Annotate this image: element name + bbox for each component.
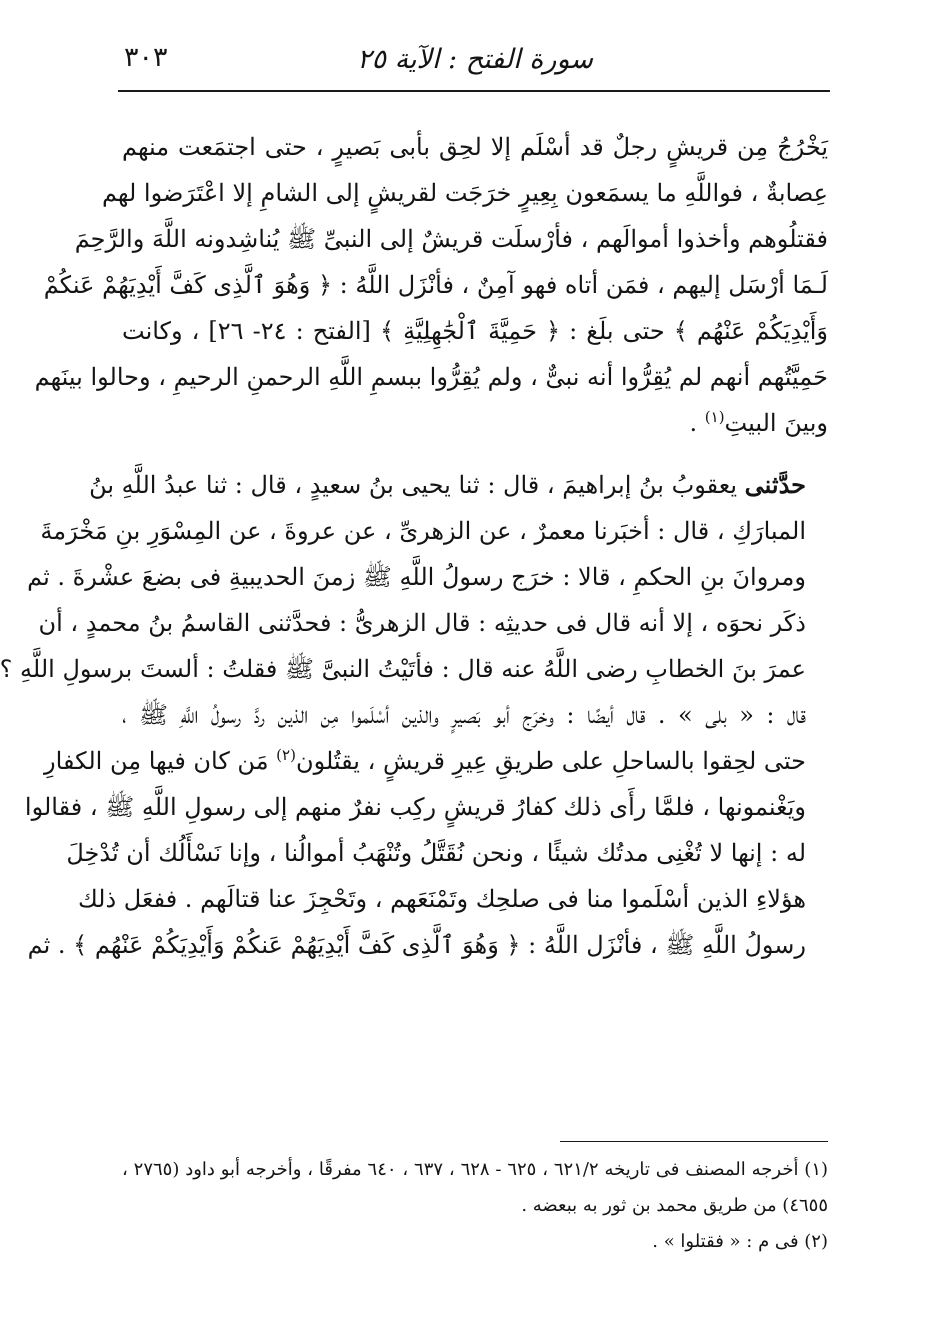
text-line: ذكَر نحوَه ، إلا أنه قال فى حديثِه : قال الزهرىُّ : فحدَّثنى القاسمُ بنُ محمدٍ ، أن [38, 609, 806, 637]
text-line: عمرَ بنَ الخطابِ رضى اللَّهُ عنه قال : فأتَيْتُ النبىَّ ﷺ فقلتُ : ألستَ برسولِ اللَّهِ ؟ [0, 655, 806, 683]
footnote-marker-1: (١) [704, 408, 725, 426]
page-header [120, 38, 830, 86]
text-line: حَمِيَّتُهم أنهم لم يُقِرُّوا أنه نبىٌّ ، ولم يُقِرُّوا ببسمِ اللَّهِ الرحمنِ الرحيمِ ، وحالوا بينَهم [34, 363, 828, 391]
running-head: سورة الفتح : الآية ٢٥ [356, 44, 594, 75]
text-fragment: مَن كان فيها مِن الكفارِ [44, 747, 277, 775]
footnote-line: (١) أخرجه المصنف فى تاريخه ٦٢١/٢ ، ٦٢٥ - ٦٢٨ ، ٦٣٧ ، ٦٤٠ مفرقًا ، وأخرجه أبو داود (٢٧٦٥ ، [122, 1159, 829, 1180]
text-line: له : إنها لا تُغْنِى مدتُك شيئًا ، ونحن نُقَتَّلُ وتُنْهَبُ أموالُنا ، وإنا نَسْأَلُك أن تُدْخِلَ [66, 839, 806, 867]
text-line: رسولُ اللَّهِ ﷺ ، فأنْزَل اللَّهُ : ﴿ وَهُوَ ٱلَّذِى كَفَّ أَيْدِيَهُمْ عَنكُمْ وَأَيْدِيَكُمْ عَنْهُم ﴾ . ثم [27, 931, 806, 959]
footnote-marker-2: (٢) [276, 746, 296, 764]
text-line [44, 738, 828, 784]
text-line: قال : « بلى » . قال أيضًا : وخرَج أبو بَصيرٍ والذين أسْلَموا مِن الذين ردَّ رسولُ اللَّهِ ﷺ ، [122, 701, 806, 729]
text-line: ومروانَ بنِ الحكمِ ، قالا : خرَج رسولُ اللَّهِ ﷺ زمنَ الحديبيةِ فى بضعَ عشْرةَ . ثم [27, 563, 806, 591]
text-fragment: يعقوبُ بنُ إبراهيمَ ، قال : ثنا يحيى بنُ سعيدٍ ، قال : ثنا عبدُ اللَّهِ بنُ [89, 471, 745, 499]
page-number: ٣٠٣ [124, 42, 168, 73]
text-fragment: . [689, 409, 705, 437]
text-line: فقتلُوهم وأخذوا أموالَهم ، فأرْسلَت قريشٌ إلى النبىِّ ﷺ يُناشِدونه اللَّهَ والرَّحِمَ [74, 225, 828, 253]
text-line: هؤلاءِ الذين أسْلَموا منا فى صلحِك وتَمْنَعَهم ، وتَحْجِزَ عنا قتالَهم . ففعَل ذلك [77, 885, 806, 913]
text-line: عِصابةٌ ، فواللَّهِ ما يسمَعون بِعِيرٍ خرَجَت لقريشٍ إلى الشامِ إلا اعْتَرَضوا لهم [101, 179, 828, 207]
main-text [0, 124, 828, 968]
text-line: وَأَيْدِيَكُمْ عَنْهُم ﴾ حتى بلَغ : ﴿ حَمِيَّةَ ٱلْجَٰهِلِيَّةِ ﴾ [الفتح : ٢٤- ٢٦] ، وكانت [122, 317, 828, 345]
text-line: لَـمَا أرْسَل إليهم ، فمَن أتاه فهو آمِنٌ ، فأنْزَل اللَّهُ : ﴿ وَهُوَ ٱلَّذِى كَفَّ أَيْدِيَهُمْ عَنكُمْ [43, 271, 828, 299]
text-line: المبارَكِ ، قال : أخبَرنا معمرٌ ، عن الزهرىِّ ، عن عروةَ ، عن المِسْوَرِ بنِ مَخْرَمةَ [40, 517, 806, 545]
footnote-line: (٢) فى م : « فقتلوا » . [652, 1231, 828, 1252]
footnotes [122, 1152, 828, 1260]
footnote-1 [122, 1152, 828, 1224]
paragraph-1 [34, 124, 828, 446]
text-line: يَخْرُجُ مِن قريشٍ رجلٌ قد أسْلَم إلا لحِق بأبى بَصيرٍ ، حتى اجتمَعت منهم [122, 133, 828, 161]
text-line [122, 400, 828, 446]
text-line: ويَغْنمونها ، فلمَّا رأَى ذلك كفارُ قريشٍ ركِب نفرٌ منهم إلى رسولِ اللَّهِ ﷺ ، فقالوا [24, 793, 806, 821]
text-line [89, 462, 828, 508]
text-fragment: حتى لحِقوا بالساحلِ على طريقِ عِيرِ قريشٍ ، يقتُلون [295, 747, 806, 775]
footnote-2 [122, 1224, 828, 1260]
footnote-divider [560, 1141, 828, 1142]
paragraph-2 [0, 462, 828, 968]
header-divider [118, 90, 830, 92]
footnote-line: ٤٦٥٥) من طريق محمد بن ثور به ببعضه . [521, 1195, 828, 1216]
text-fragment: وبينَ البيتِ [724, 409, 828, 437]
paragraph-lead-word: حدَّثنى [744, 470, 806, 499]
